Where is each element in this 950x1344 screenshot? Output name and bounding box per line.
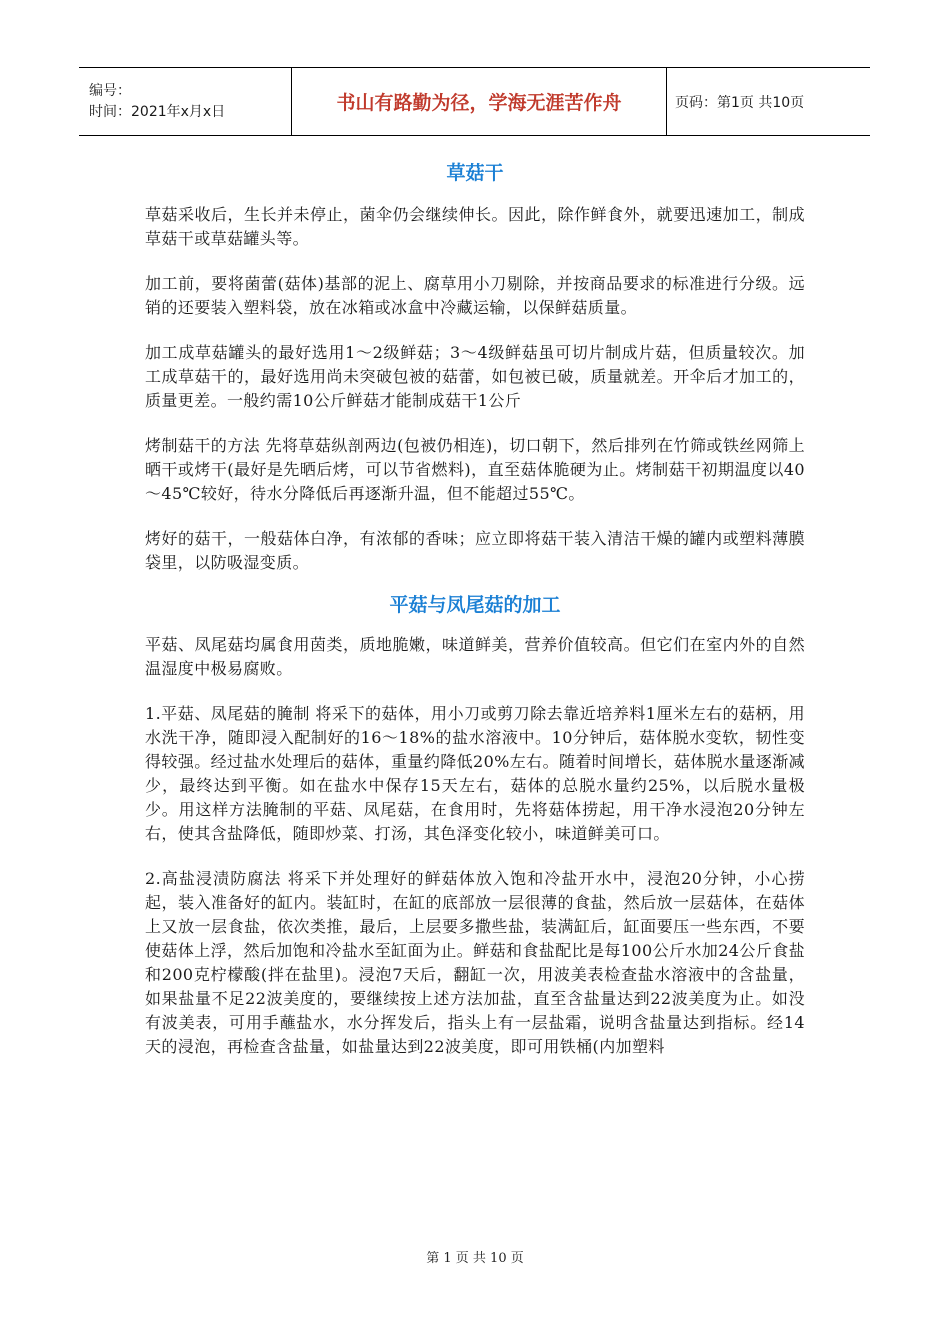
document-body <box>145 155 805 1059</box>
header-page-info: 页码：第1页 共10页 <box>667 68 871 136</box>
paragraph: 平菇、凤尾菇均属食用茵类，质地脆嫩，味道鲜美，营养价值较高。但它们在室内外的自然温湿度中极易腐败。 <box>145 635 805 678</box>
document-header <box>79 67 870 136</box>
page-footer: 第 1 页 共 10 页 <box>426 1251 524 1266</box>
paragraph: 加工成草菇罐头的最好选用1～2级鲜菇；3～4级鲜菇虽可切片制成片菇，但质量较次。加工成草菇干的，最好选用尚未突破包被的菇蕾，如包被已破，质量就差。开伞后才加工的，质量更差。一般约需10公斤鲜菇才能制成菇干1公斤 <box>145 343 805 410</box>
paragraph: 1.平菇、凤尾菇的腌制 将采下的菇体，用小刀或剪刀除去靠近培养料1厘米左右的菇柄，用水洗干净，随即浸入配制好的16～18%的盐水溶液中。10分钟后，菇体脱水变软，韧性变得较强。经过盐水处理后的菇体，重量约降低20%左右。随着时间增长，菇体脱水量逐渐减少，最终达到平衡。如在盐水中保存15天左右，菇体的总脱水量约25%，以后脱水量极少。用这样方法腌制的平菇、凤尾菇，在食用时，先将菇体捞起，用干净水浸泡20分钟左右，使其含盐降低，随即炒菜、打汤，其色泽变化较小，味道鲜美可口。 <box>145 704 805 843</box>
section-title: 草菇干 <box>446 162 504 184</box>
section-title: 平菇与凤尾菇的加工 <box>389 594 561 616</box>
header-date: 时间：2021年x月x日 <box>89 103 226 120</box>
header-motto: 书山有路勤为径，学海无涯苦作舟 <box>292 68 667 136</box>
paragraph: 烤好的菇干，一般菇体白净，有浓郁的香味；应立即将菇干装入清洁干燥的罐内或塑料薄膜袋里，以防吸湿变质。 <box>145 529 805 572</box>
paragraph: 2.高盐浸渍防腐法 将采下并处理好的鲜菇体放入饱和冷盐开水中，浸泡20分钟，小心捞起，装入准备好的缸内。装缸时，在缸的底部放一层很薄的食盐，然后放一层菇体，在菇体上又放一层食盐，依次类推，最后，上层要多撒些盐，装满缸后，缸面要压一些东西，不要使菇体上浮，然后加饱和冷盐水至缸面为止。鲜菇和食盐配比是每100公斤水加24公斤食盐和200克柠檬酸(拌在盐里)。浸泡7天后，翻缸一次，用波美表检查盐水溶液中的含盐量，如果盐量不足22波美度的，要继续按上述方法加盐，直至含盐量达到22波美度为止。如没有波美表，可用手蘸盐水，水分挥发后，指头上有一层盐霜，说明含盐量达到指标。经14天的浸泡，再检查含盐量，如盐量达到22波美度，即可用铁桶(内加塑料 <box>145 869 805 1056</box>
paragraph: 加工前，要将菌蕾(菇体)基部的泥上、腐草用小刀剔除，并按商品要求的标准进行分级。远销的还要装入塑料袋，放在冰箱或冰盒中冷藏运输，以保鲜菇质量。 <box>145 274 805 317</box>
paragraph: 烤制菇干的方法 先将草菇纵剖两边(包被仍相连)，切口朝下，然后排列在竹筛或铁丝网筛上晒干或烤干(最好是先晒后烤，可以节省燃料)，直至菇体脆硬为止。烤制菇干初期温度以40～45℃较好，待水分降低后再逐渐升温，但不能超过55℃。 <box>145 436 805 503</box>
header-number: 编号： <box>89 82 131 99</box>
header-meta <box>79 68 292 136</box>
paragraph: 草菇采收后，生长并未停止，菌伞仍会继续伸长。因此，除作鲜食外，就要迅速加工，制成草菇干或草菇罐头等。 <box>145 205 805 248</box>
